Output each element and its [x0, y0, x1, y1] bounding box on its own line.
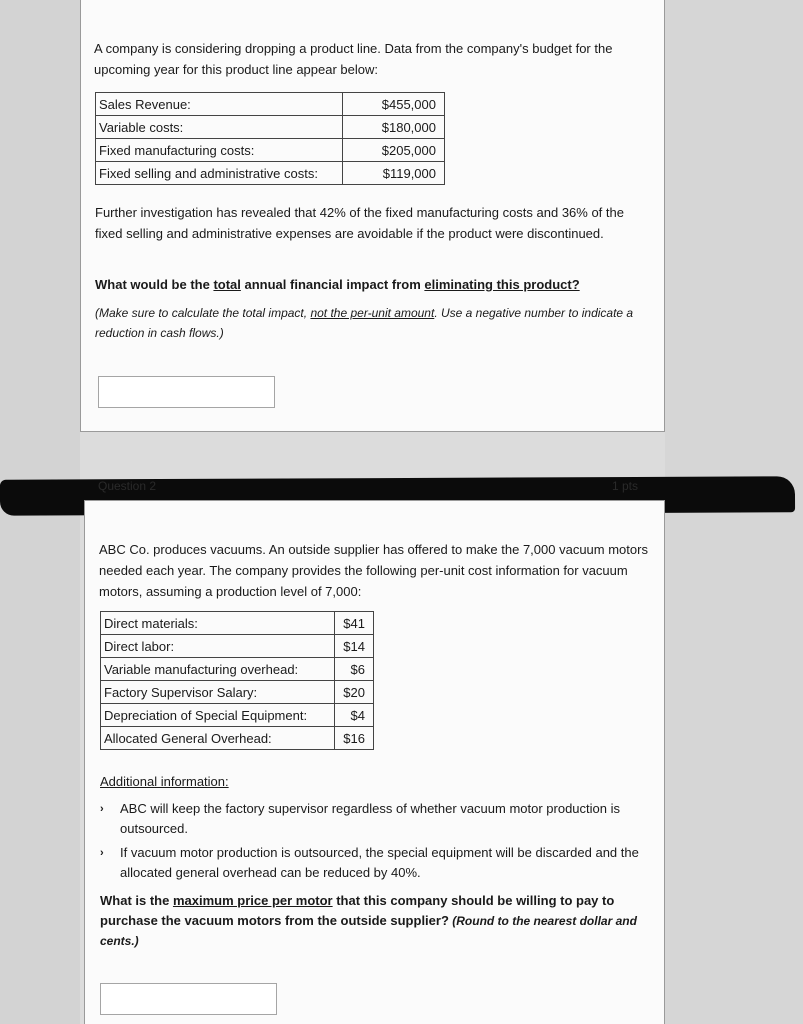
q2-question-emphasis: maximum price per motor [172, 893, 333, 908]
q2-question-text: What is the [100, 893, 173, 908]
q1-note-text: (Make sure to calculate the total impact, [95, 306, 311, 320]
list-item-text: ABC will keep the factory supervisor regardless of whether vacuum motor production is outsourced. [120, 801, 620, 836]
table-row [96, 116, 445, 139]
question-1-card [80, 0, 665, 432]
q2-additional-info-list [100, 799, 650, 887]
question-2-title: Question 2 [98, 479, 157, 493]
q1-question-text: annual financial impact from [240, 277, 425, 292]
question-2-points: 1 pts [612, 479, 639, 493]
row-value: $41 [335, 612, 374, 635]
row-value: $20 [335, 681, 374, 704]
q1-question-text: What would be the [95, 277, 214, 292]
row-value: $455,000 [343, 93, 445, 116]
q1-note-text: . Use a negative number to indicate a reduction in cash flows.) [95, 306, 634, 340]
table-row [101, 704, 374, 727]
q2-additional-label: Additional information: [100, 774, 229, 789]
q1-question-emphasis-total: total [213, 277, 241, 292]
list-item [100, 843, 650, 883]
q1-question-emphasis-eliminating: eliminating this product? [424, 277, 580, 292]
list-item-text: If vacuum motor production is outsourced, the special equipment will be discarded and the allocated general overhead can be reduced by 40%. [120, 845, 639, 880]
row-label: Fixed manufacturing costs: [96, 139, 343, 162]
row-label: Sales Revenue: [96, 93, 343, 116]
row-value: $180,000 [343, 116, 445, 139]
row-label: Allocated General Overhead: [101, 727, 335, 750]
row-label: Variable costs: [96, 116, 343, 139]
row-label: Variable manufacturing overhead: [101, 658, 335, 681]
q1-question [95, 274, 650, 295]
bullet-icon: › [100, 847, 104, 859]
row-value: $205,000 [343, 139, 445, 162]
table-row [101, 658, 374, 681]
q2-question-text: that this company should be willing to pay to purchase the vacuum motors from the outside supplier? [100, 893, 615, 928]
table-row [101, 727, 374, 750]
q2-cost-table [100, 611, 374, 750]
table-row [101, 681, 374, 704]
question-2-card [84, 500, 665, 1024]
row-value: $14 [335, 635, 374, 658]
q1-answer-input[interactable] [98, 376, 275, 408]
row-label: Direct materials: [101, 612, 335, 635]
list-item [100, 799, 650, 839]
bullet-icon: › [100, 803, 104, 815]
row-value: $119,000 [343, 162, 445, 185]
table-row [101, 612, 374, 635]
q1-instruction-note [95, 303, 650, 343]
table-row [101, 635, 374, 658]
row-label: Depreciation of Special Equipment: [101, 704, 335, 727]
q2-answer-input[interactable] [100, 983, 277, 1015]
q2-rounding-note: (Round to the nearest dollar and cents.) [100, 914, 637, 948]
row-label: Direct labor: [101, 635, 335, 658]
row-value: $4 [335, 704, 374, 727]
table-row [96, 139, 445, 162]
q1-note-emphasis: not the per-unit amount [310, 306, 435, 320]
table-row [96, 93, 445, 116]
q2-intro: ABC Co. produces vacuums. An outside supplier has offered to make the 7,000 vacuum motors needed each year. The company provides the following per-unit cost information for vacuum motors, assuming a production level of 7,000: [99, 542, 648, 599]
row-value: $16 [335, 727, 374, 750]
q1-budget-table [95, 92, 445, 185]
table-row [96, 162, 445, 185]
row-value: $6 [335, 658, 374, 681]
q1-intro: A company is considering dropping a product line. Data from the company's budget for the upcoming year for this product line appear below: [94, 41, 613, 77]
q1-further-info: Further investigation has revealed that 42% of the fixed manufacturing costs and 36% of the fixed selling and administrative expenses are avoidable if the product were discontinued. [95, 205, 624, 241]
row-label: Fixed selling and administrative costs: [96, 162, 343, 185]
row-label: Factory Supervisor Salary: [101, 681, 335, 704]
q2-question [100, 891, 655, 951]
